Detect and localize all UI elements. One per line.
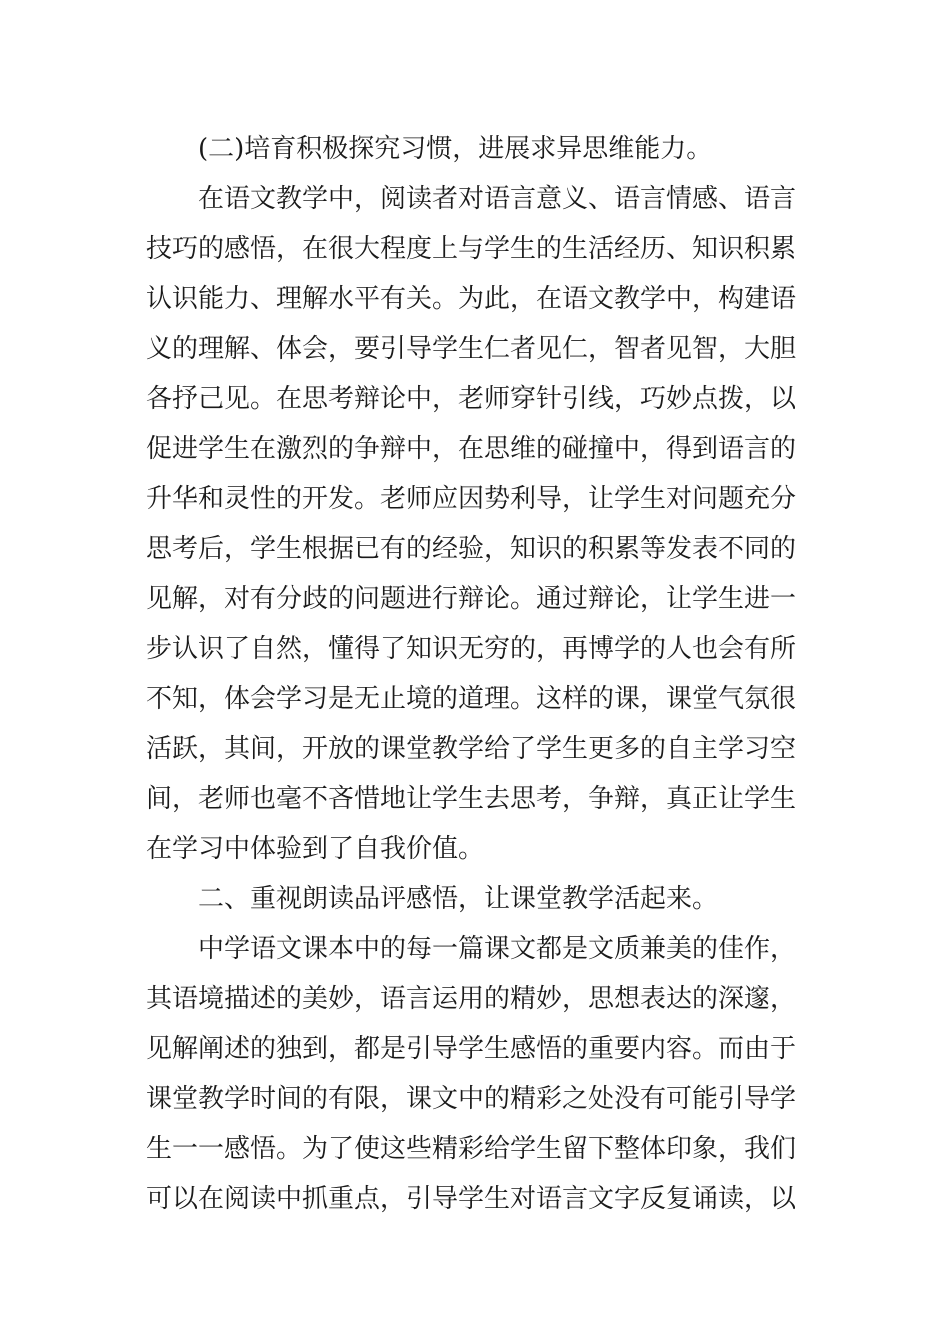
- paragraph-line: 技巧的感悟，在很大程度上与学生的生活经历、知识积累: [146, 234, 797, 264]
- paragraph-line: 各抒己见。在思考辩论中，老师穿针引线，巧妙点拨，以: [146, 384, 797, 414]
- paragraph-line: 不知，体会学习是无止境的道理。这样的课，课堂气氛很: [146, 684, 797, 714]
- paragraph-line: 认识能力、理解水平有关。为此，在语文教学中，构建语: [146, 284, 797, 314]
- paragraph-line: 在语文教学中，阅读者对语言意义、语言情感、语言: [198, 184, 797, 214]
- paragraph-line: 生一一感悟。为了使这些精彩给学生留下整体印象，我们: [146, 1134, 797, 1164]
- paragraph-line: 思考后，学生根据已有的经验，知识的积累等发表不同的: [146, 534, 797, 564]
- paragraph-line: 见解，对有分歧的问题进行辩论。通过辩论，让学生进一: [146, 584, 797, 614]
- paragraph-line: 见解阐述的独到，都是引导学生感悟的重要内容。而由于: [146, 1034, 797, 1064]
- section-heading: (二)培育积极探究习惯，进展求异思维能力。: [198, 134, 713, 164]
- paragraph-line: 课堂教学时间的有限，课文中的精彩之处没有可能引导学: [146, 1084, 797, 1114]
- paragraph-line: 促进学生在激烈的争辩中，在思维的碰撞中，得到语言的: [146, 434, 797, 464]
- paragraph-line: 活跃，其间，开放的课堂教学给了学生更多的自主学习空: [146, 734, 797, 764]
- paragraph-line: 在学习中体验到了自我价值。: [146, 834, 485, 864]
- section-heading: 二、重视朗读品评感悟，让课堂教学活起来。: [198, 884, 719, 914]
- paragraph-line: 升华和灵性的开发。老师应因势利导，让学生对问题充分: [146, 484, 797, 514]
- paragraph-line: 其语境描述的美妙，语言运用的精妙，思想表达的深邃，: [146, 984, 797, 1014]
- paragraph-line: 步认识了自然，懂得了知识无穷的，再博学的人也会有所: [146, 634, 797, 664]
- document-body: [146, 124, 808, 1224]
- paragraph-line: 中学语文课本中的每一篇课文都是文质兼美的佳作，: [198, 934, 797, 964]
- paragraph-line: 义的理解、体会，要引导学生仁者见仁，智者见智，大胆: [146, 334, 797, 364]
- paragraph-line: 间，老师也毫不吝惜地让学生去思考，争辩，真正让学生: [146, 784, 797, 814]
- paragraph-line: 可以在阅读中抓重点，引导学生对语言文字反复诵读，以: [146, 1184, 797, 1214]
